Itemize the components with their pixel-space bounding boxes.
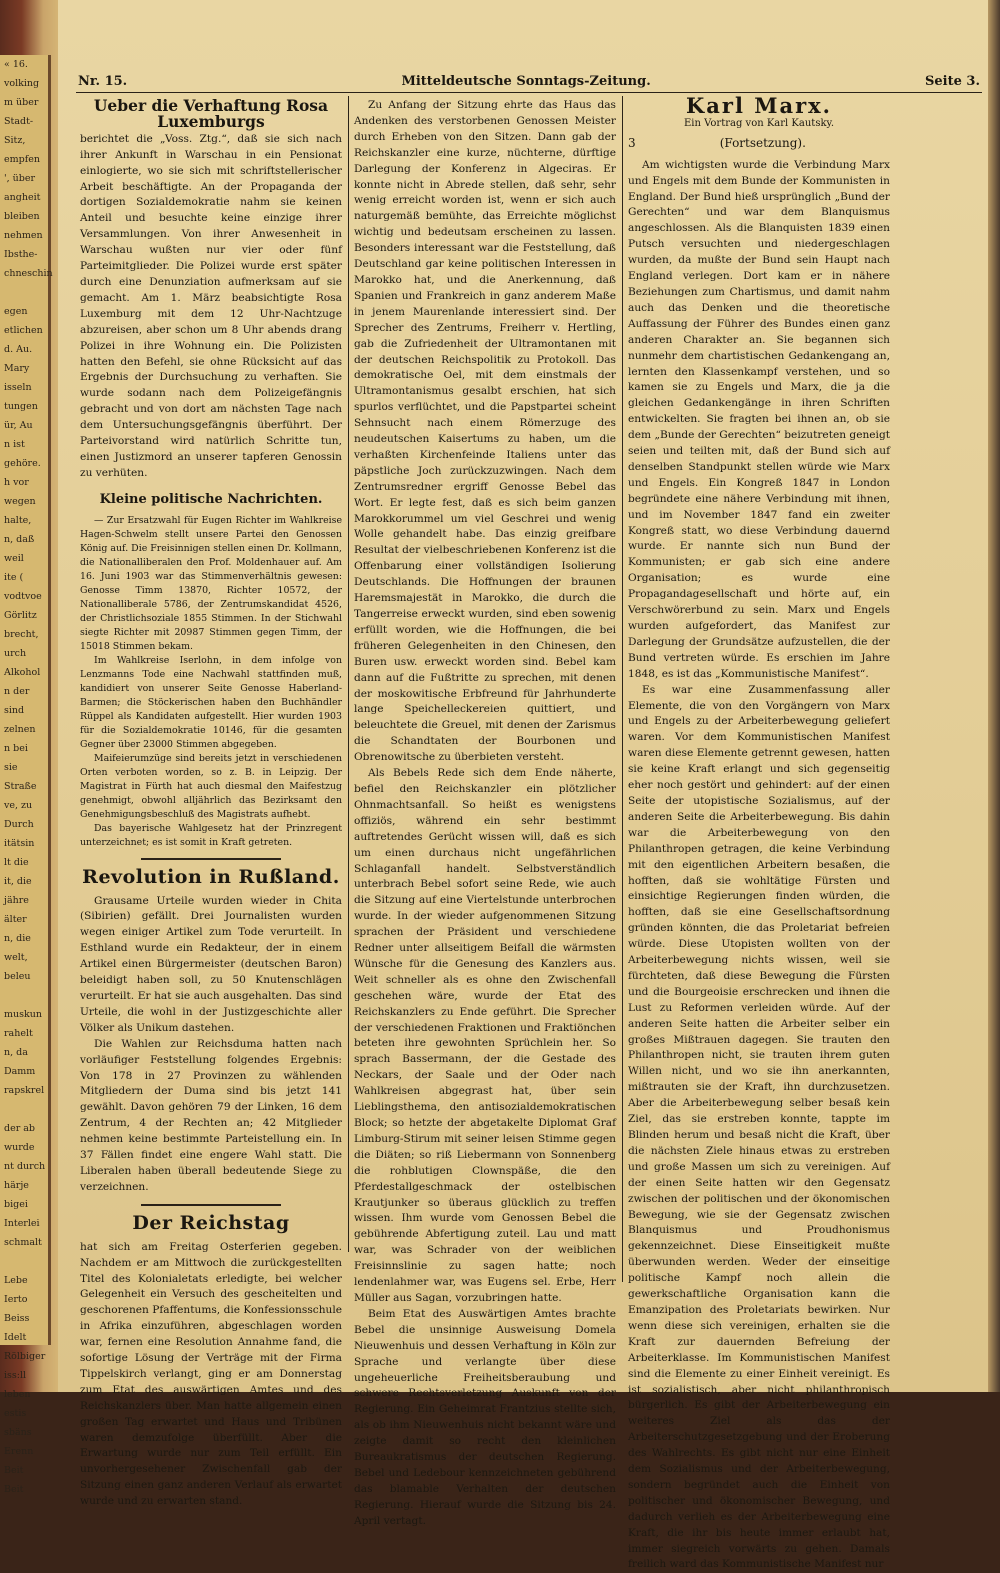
kleine-nachrichten-paragraph: Das bayerische Wahlgesetz hat der Prinzregent unterzeichnet; es ist somit in Kraft getreten. (80, 822, 342, 848)
reichstag-continuation-paragraph: Beim Etat des Auswärtigen Amtes brachte Bebel die unsinnige Ausweisung Domela Nieuwenhuis und dessen Verhaftung in Köln zur Sprache und verlangte über diese ungeheuerliche Freiheitsberaubung und schwere Rechtsverletzung Auskunft von der Regierung. Ein Geheimrat Frantzius stellte sich, als ob ihm Nieuwenhuis nicht bekannt wäre und zeigte damit so recht den kleinlichen Bureaukratismus der deutschen Regierung. Bebel und Ledebour kennzeichneten gebührend das blamable Verhalten der deutschen Regierung. Hierauf wurde die Sitzung bis 24. April vertagt. (354, 1307, 616, 1527)
column-2 (354, 98, 616, 1530)
reichstag-continuation-paragraph: Zu Anfang der Sitzung ehrte das Haus das Andenken des verstorbenen Genossen Meister durch Erheben von den Sitzen. Dann gab der Reichskanzler eine kurze, nüchterne, dürftige Darlegung der Konferenz in Algeciras. Er konnte nicht in Abrede stellen, daß sehr, sehr wenig erreicht worden ist, wenn er sich auch naturgemäß bemühte, das Erreichte möglichst wichtig und bedeutsam erscheinen zu lassen. Besonders interessant war die Feststellung, daß Deutschland gar keine politischen Interessen in Marokko hat, und die Anerkennung, daß Spanien und Frankreich in ganz anderem Maße in jenem Maurenlande interessiert sind. Der Sprecher des Zentrums, Freiherr v. Hertling, gab die Zufriedenheit der Ultramontanen mit der deutschen Reichspolitik zu Protokoll. Das demokratische Oel, mit dem einstmals der Ultramontanismus gesalbt erschien, hat sich spurlos verflüchtet, und die Papstpartei scheint Sehnsucht nach einem Römerzuge des neudeutschen Kaisertums zu haben, um die verhaßten Kirchenfeinde Italiens unter das päpstliche Joch zurückzuzwingen. Nach dem Zentrumsredner ergriff Genosse Bebel das Wort. Er legte fest, daß es sich beim ganzen Marokkorummel um viel Geschrei und wenig Wolle gehandelt habe. Das einzig greifbare Resultat der vielbeschriebenen Konferenz ist die Offenbarung einer vollständigen Isolierung Deutschlands. Die Hoffnungen der braunen Haremsmajestät in Marokko, die durch die Tangerreise erweckt wurden, sind eben sowenig erfüllt worden, wie die Hoffnungen, die bei früheren Gelegenheiten in den Chinesen, den Buren usw. erweckt worden sind. Bebel kam dann auf die Fußtritte zu sprechen, mit denen der moskowitische Erbfreund für Jahrhunderte lange Speichelleckereien quittiert, und beleuchtete die Greuel, mit denen der Zarismus die Schandtaten der Bourbonen und Obrenowitsche zu überbieten versteht. (354, 99, 616, 764)
part-number: 3 (628, 135, 636, 150)
luxemburg-article-text: berichtet die „Voss. Ztg.“, daß sie sich nach ihrer Ankunft in Warschau in ein Pensionat einlogierte, wo sie sich mit schriftstellerischer Arbeit beschäftigte. An der Propaganda der dortigen Sozialdemokratie nahm sie keinen Anteil und besuchte keine einzige ihrer Versammlungen. Von ihrer Anwesenheit in Warschau wußten nur vier oder fünf Parteimitglieder. Die Polizei wurde erst später durch eine Denunziation aufmerksam auf sie gemacht. Am 1. März beabsichtigte Rosa Luxemburg mit dem 12 Uhr-Nachtzuge abzureisen, aber schon um 8 Uhr abends drang Polizei in ihre Wohnung ein. Die Polizisten hatten den Befehl, sie ohne Rücksicht auf das Ergebnis der Durchsuchung zu verhaften. Sie wurde sodann nach dem Polizeigefängnis gebracht und von dort am nächsten Tage nach dem Untersuchungsgefängnis überführt. Der Parteivorstand wird natürlich Schritte tun, einen Justizmord an unserer tapferen Genossin zu verhüten. (80, 132, 342, 479)
column-3 (628, 93, 890, 1573)
section-divider (141, 858, 281, 860)
reichstag-article-title: Der Reichstag (132, 1211, 290, 1234)
previous-page-edge (0, 55, 53, 1495)
header-divider (76, 92, 982, 93)
column-divider-1 (348, 96, 349, 1252)
luxemburg-article-title: Ueber die Verhaftung Rosa Luxemburgs (93, 96, 329, 131)
kleine-nachrichten-paragraph: — Zur Ersatzwahl für Eugen Richter im Wahlkreise Hagen-Schwelm stellt unsere Partei den Genossen König auf. Die Freisinnigen stellen einen Dr. Kollmann, die Nationalliberalen den Prof. Moldenhauer auf. Am 16. Juni 1903 war das Stimmenverhältnis gewesen: Genosse Timm 13870, Richter 10572, der Nationalliberale 5786, der Zentrumskandidat 4526, der Christlichsoziale 1855 Stimmen. In der Stichwahl siegte Richter mit 20987 Stimmen gegen Timm, der 15018 Stimmen bekam. (80, 514, 342, 652)
reichstag-article-paragraph: hat sich am Freitag Osterferien gegeben. Nachdem er am Mittwoch die zurückgestellten Titel des Kolonialetats erledigte, bei welcher Gelegenheit ein Versuch des gescheitelten und geschorenen Pfaffentums, die Konfessionsschule in Afrika einzuführen, abgeschlagen worden war, fernen eine Resolution Annahme fand, die sofortige Lösung der Verträge mit der Firma Tippelskirch verlangt, ging er am Donnerstag zum Etat des auswärtigen Amtes und des Reichskanzlers über. Man hatte allgemein einen großen Tag erwartet und Haus und Tribünen waren demzufolge überfüllt. Aber die Erwartung wurde nur zum Teil erfüllt. Ein unvorhergesehener Zwischenfall gab der Sitzung einen ganz anderen Verlauf als erwartet wurde und zu erwarten stand. (80, 1240, 342, 1508)
kleine-nachrichten-paragraph: Maifeierumzüge sind bereits jetzt in verschiedenen Orten verboten worden, so z. B. in Leipzig. Der Magistrat in Fürth hat auch diesmal den Maifestzug genehmigt, obwohl alljährlich das Bezirksamt den Genehmigungsbeschluß des Magistrats aufhebt. (80, 752, 342, 820)
reichstag-continuation-paragraph: Als Bebels Rede sich dem Ende näherte, befiel den Reichskanzler ein plötzlicher Ohnmachtsanfall. So heißt es wenigstens offiziös, während ein sehr bestimmt auftretendes Gerücht wissen will, daß es sich um einen durchaus nicht ungefährlichen Schlaganfall handelt. Selbstverständlich unterbrach Bebel sofort seine Rede, wie auch die Sitzung auf eine Viertelstunde unterbrochen wurde. In der wieder aufgenommenen Sitzung sprachen der Präsident und verschiedene Redner unter allseitigem Beifall die wärmsten Wünsche für die Genesung des Kanzlers aus. Weit schneller als es ohne den Zwischenfall geschehen wäre, wurde der Etat des Reichskanzlers zu Ende geführt. Die Sprecher der verschiedenen Fraktionen und Fraktiönchen beteten ihre gewohnten Sprüchlein her. So sprach Bassermann, der die Gestade des Neckars, der Saale und der Oder nach Wahlkreisen abgegrast hat, über sein Lieblingsthema, den antisozialdemokratischen Block; so hetzte der abgetakelte Diplomat Graf Limburg-Stirum mit seiner leisen Stimme gegen die Diäten; so riß Liebermann von Sonnenberg die rohblutigen Clownspäße, die den Pferdestallgeschmack der ostelbischen Krautjunker so überaus glücklich zu treffen wissen. Ihm wurde vom Genossen Bebel die gebührende Abfertigung zuteil. Lau und matt war, was Schrader von der weiblichen Freisinnslinie zu sagen hatte; noch lendenlahmer war, was Eugens sel. Erbe, Herr Müller aus Sagan, vorzubringen hatte. (354, 767, 616, 1304)
page-header (78, 70, 980, 92)
column-1 (80, 98, 342, 1510)
marx-article-part (628, 136, 890, 152)
marx-article-paragraph: Am wichtigsten wurde die Verbindung Marx und Engels mit dem Bunde der Kommunisten in England. Der Bund hieß ursprünglich „Bund der Gerechten“ und war dem Blanquismus angeschlossen. Als die Blanquisten 1839 einen Putsch versuchten und niedergeschlagen wurden, da mußte der Bund sein Haupt nach England verlegen. Dort kam er in nähere Beziehungen zum Chartismus, und damit nahm auch das Denken und die theoretische Auffassung der Führer des Bundes einen ganz anderen Charakter an. Sie begannen sich nunmehr dem chartistischen Gedankengang an, lernten den Klassenkampf verstehen, und so kamen sie zu Engels und Marx, die ja die gleichen Gedankengänge in ihren Schriften entwickelten. Sie fragten bei ihnen an, ob sie dem „Bunde der Gerechten“ beizutreten geneigt seien und teilten mit, daß der Bund sich auf denselben Standpunkt stellen würde wie Marx und Engels. Ein Kongreß 1847 in London begründete eine nähere Verbindung mit ihnen, und im November 1847 fand ein zweiter Kongreß statt, wo diese Verbindung dauernd wurde. Er nannte sich nun Bund der Kommunisten; er gab sich eine andere Organisation; es wurde eine Propagandagesellschaft und hörte auf, ein Verschwörerbund zu sein. Marx und Engels wurden aufgefordert, das Manifest zur Darlegung der Grundsätze aufzustellen, die der Bund vertreten würde. Es erschien im Jahre 1848, es ist das „Kommunistische Manifest“. (628, 158, 890, 680)
kleine-nachrichten-paragraph: Im Wahlkreise Iserlohn, in dem infolge von Lenzmanns Tode eine Nachwahl stattfinden muß, kandidiert von unserer Seite Genosse Haberland-Barmen; die Stöckerischen haben den Buchhändler Rüppel als Kandidaten aufgestellt. Hier wurden 1903 für die Sozialdemokratie 10146, für die gesamten Gegner über 23000 Stimmen abgegeben. (80, 654, 342, 750)
previous-page-text: « 16. volking m über Stadt- Sitz, empfen ', über angheit bleiben nehmen Ibsthe- chneschin egen etlichen d. Au. Mary isseln tungen ür, Au n ist gehöre. h vor wegen halte, n, daß weil ite ( vodtvoe Görlitz brecht, urch Alkohol n der sind zelnen n bei sie Straße ve, zu Durch itätsin lt die it, die jähre älter n, die welt, beleu muskun rahelt n, da Damm rapskrel der ab wurde nt durch härje bigei Interlei schmalt Lebe Ierto Beiss Idelt Rölbiger iss:ll leben estis sbäns Erenn Beit Beit (4, 59, 53, 1495)
revolution-article-title: Revolution in Rußland. (82, 865, 340, 888)
continuation-note: (Fortsetzung). (719, 135, 806, 150)
page-number: Seite 3. (925, 73, 980, 89)
column-divider-2 (622, 96, 623, 1282)
kleine-nachrichten-title: Kleine politische Nachrichten. (99, 491, 323, 507)
marx-article-paragraph: Es war eine Zusammenfassung aller Elemente, die von den Vorgängern von Marx und Engels zu der Arbeiterbewegung geliefert waren. Vor dem Kommunistischen Manifest waren diese Elemente getrennt gewesen, hatten sie keine Kraft erlangt und sich gegenseitig eher noch gestört und gehindert: auf der einen Seite der utopistische Sozialismus, auf der anderen Seite die Arbeiterbewegung. Bis dahin war die Arbeiterbewegung von den Philanthropen getragen, die keine Verbindung mit den eigentlichen Arbeitern besaßen, die hofften, daß sie wohltätige Fürsten und einsichtige Regierungen finden würden, die hofften, daß sie eine Gesellschaftsordnung gründen könnten, die das Proletariat befreien würde. Diese Utopisten wollten von der Arbeiterbewegung nichts wissen, weil sie fürchteten, daß diese Bewegung die Fürsten und die Bourgeoisie erschrecken und ihnen die Lust zu Reformen verleiden würde. Auf der anderen Seite hatten die Arbeiter selber ein großes Mißtrauen dagegen. Sie trauten den Philanthropen nicht, sie trauten ihrem guten Willen nicht, und wo sie ihn anerkannten, mißtrauten sie der Kraft, ihn durchzusetzen. Aber die Arbeiterbewegung selber besaß kein Ziel, das sie erstreben konnte, tappte im Blinden herum und besaß nicht die Kraft, über die nächsten Ziele hinaus etwas zu erstreben und große Massen um sich zu vereinigen. Auf der einen Seite hatten wir den Gegensatz zwischen der politischen und der ökonomischen Bewegung, wie sie der Gegensatz zwischen Blanquismus und Proudhonismus gekennzeichnet. Diese Einseitigkeit mußte überwunden werden. Weder der einseitige politische Kampf noch allein die gewerkschaftliche Organisation kann die Emanzipation des Proletariats bewirken. Nur wenn diese sich vereinigen, erhalten sie die Kraft zur dauernden Befreiung der Arbeiterklasse. Im Kommunistischen Manifest sind die Elemente zu einer Einheit vereinigt. Es ist sozialistisch, aber nicht philanthropisch bürgerlich. Es gibt der Arbeiterbewegung ein weiteres Ziel als das der Arbeiterschutzgesetzgebung und der Eroberung des Wahlrechts. Es gibt nicht nur eine Einheit dem Sozialismus und der Arbeiterbewegung, sondern begründet auch die Einheit von politischer und ökonomischer Bewegung, und dadurch verlieh es der Arbeiterbewegung eine Kraft, die ihr bis heute immer erlaubt hat, immer siegreich vorwärts zu gehen. Damals freilich ward das Kommunistische Manifest nur (628, 683, 890, 1571)
newspaper-title: Mitteldeutsche Sonntags-Zeitung. (401, 73, 651, 89)
issue-number: Nr. 15. (78, 73, 128, 89)
section-divider (141, 1204, 281, 1206)
marx-article-byline: Ein Vortrag von Karl Kautsky. (683, 117, 835, 129)
page-edge-shadow (988, 0, 1000, 1392)
newspaper-page (58, 0, 1000, 1571)
revolution-article-paragraph: Die Wahlen zur Reichsduma hatten nach vorläufiger Feststellung folgendes Ergebnis: Von 178 in 27 Provinzen zu wählenden Mitgliedern der Duma sind bis jetzt 141 gewählt. Davon gehören 79 der Linken, 16 dem Zentrum, 4 der Rechten an; 42 Mitglieder nehmen keine bestimmte Parteistellung ein. In 37 Fällen findet eine engere Wahl statt. Die Liberalen haben überall bedeutende Siege zu verzeichnen. (80, 1037, 342, 1193)
marx-article-title: Karl Marx. (686, 93, 832, 118)
revolution-article-paragraph: Grausame Urteile wurden wieder in Chita (Sibirien) gefällt. Drei Journalisten wurden wegen einiger Artikel zum Tode verurteilt. In Esthland wurde ein Redakteur, der in einem Artikel einen Bürgermeister (deutschen Baron) beleidigt haben soll, zu 50 Knutenschlägen verurteilt. Er hat sie auch ausgehalten. Das sind Urteile, die wohl in der Justizgeschichte aller Völker als Unikum dastehen. (80, 894, 342, 1034)
